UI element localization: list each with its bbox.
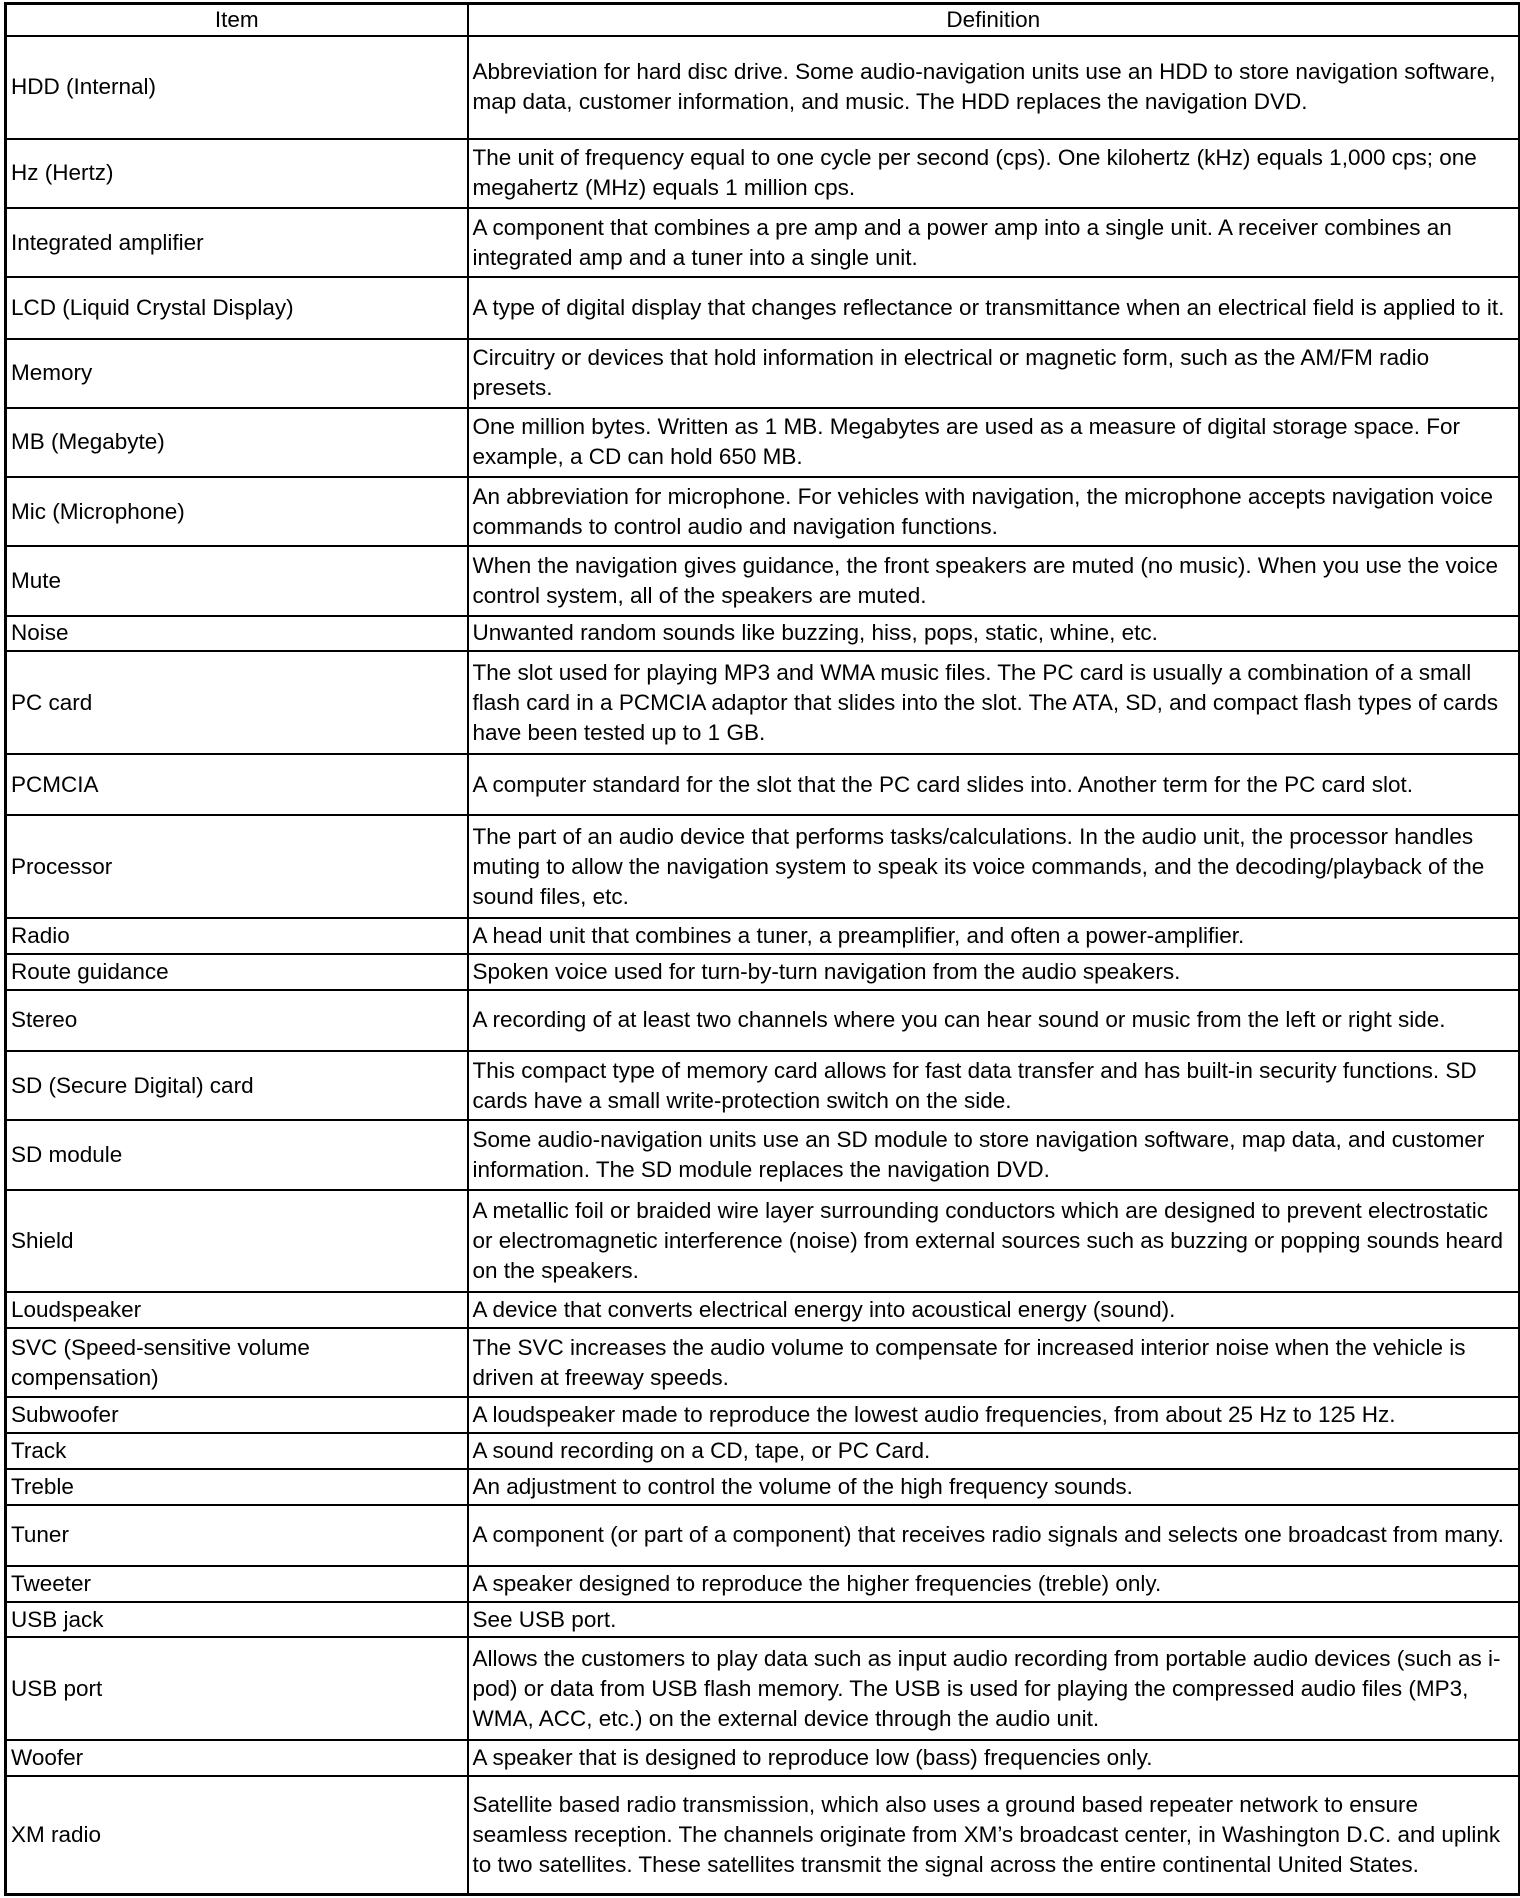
table-row	[6, 1566, 1520, 1602]
definition-cell: A type of digital display that changes reflectance or transmittance when an electrical field is applied to it.	[468, 277, 1520, 338]
item-cell: PC card	[6, 651, 468, 754]
definition-cell: An adjustment to control the volume of the high frequency sounds.	[468, 1469, 1520, 1505]
definition-cell: A loudspeaker made to reproduce the lowest audio frequencies, from about 25 Hz to 125 Hz.	[468, 1397, 1520, 1433]
definition-cell: The part of an audio device that performs tasks/calculations. In the audio unit, the processor handles muting to allow the navigation system to speak its voice commands, and the decoding/playback of the sound files, etc.	[468, 815, 1520, 918]
definition-cell: An abbreviation for microphone. For vehicles with navigation, the microphone accepts navigation voice commands to control audio and navigation functions.	[468, 477, 1520, 546]
table-row	[6, 954, 1520, 990]
item-cell: LCD (Liquid Crystal Display)	[6, 277, 468, 338]
item-cell: Treble	[6, 1469, 468, 1505]
item-cell: SD module	[6, 1120, 468, 1189]
item-cell: SVC (Speed-sensitive volume compensation)	[6, 1328, 468, 1397]
table-row	[6, 1328, 1520, 1397]
table-row	[6, 918, 1520, 954]
item-cell: Shield	[6, 1190, 468, 1293]
header-row	[6, 4, 1520, 37]
item-cell: Route guidance	[6, 954, 468, 990]
definition-cell: Abbreviation for hard disc drive. Some audio-navigation units use an HDD to store navigation software, map data, customer information, and music. The HDD replaces the navigation DVD.	[468, 36, 1520, 139]
item-cell: XM radio	[6, 1776, 468, 1895]
definition-cell: A speaker designed to reproduce the higher frequencies (treble) only.	[468, 1566, 1520, 1602]
item-cell: Stereo	[6, 990, 468, 1051]
item-cell: SD (Secure Digital) card	[6, 1051, 468, 1120]
definition-cell: See USB port.	[468, 1602, 1520, 1638]
table-row	[6, 277, 1520, 338]
definition-cell: The unit of frequency equal to one cycle per second (cps). One kilohertz (kHz) equals 1,000 cps; one megahertz (MHz) equals 1 million cps.	[468, 139, 1520, 208]
item-cell: Noise	[6, 616, 468, 652]
definition-cell: This compact type of memory card allows for fast data transfer and has built-in security functions. SD cards have a small write-protection switch on the side.	[468, 1051, 1520, 1120]
item-cell: Mic (Microphone)	[6, 477, 468, 546]
table-row	[6, 1292, 1520, 1328]
table-row	[6, 1120, 1520, 1189]
table-row	[6, 1776, 1520, 1895]
definition-cell: The SVC increases the audio volume to compensate for increased interior noise when the vehicle is driven at freeway speeds.	[468, 1328, 1520, 1397]
definition-cell: When the navigation gives guidance, the front speakers are muted (no music). When you use the voice control system, all of the speakers are muted.	[468, 546, 1520, 615]
table-row	[6, 139, 1520, 208]
item-cell: Tweeter	[6, 1566, 468, 1602]
definition-cell: A component (or part of a component) that receives radio signals and selects one broadcast from many.	[468, 1505, 1520, 1566]
table-row	[6, 1469, 1520, 1505]
item-cell: Mute	[6, 546, 468, 615]
item-column-header: Item	[6, 4, 468, 37]
item-cell: Tuner	[6, 1505, 468, 1566]
table-row	[6, 1505, 1520, 1566]
definition-cell: Spoken voice used for turn-by-turn navigation from the audio speakers.	[468, 954, 1520, 990]
definition-cell: One million bytes. Written as 1 MB. Megabytes are used as a measure of digital storage space. For example, a CD can hold 650 MB.	[468, 408, 1520, 477]
table-row	[6, 36, 1520, 139]
definition-cell: A component that combines a pre amp and a power amp into a single unit. A receiver combines an integrated amp and a tuner into a single unit.	[468, 208, 1520, 277]
item-cell: Processor	[6, 815, 468, 918]
definition-cell: A device that converts electrical energy into acoustical energy (sound).	[468, 1292, 1520, 1328]
table-row	[6, 1602, 1520, 1638]
definition-cell: A computer standard for the slot that the PC card slides into. Another term for the PC card slot.	[468, 754, 1520, 815]
glossary-table	[4, 2, 1520, 1896]
table-row	[6, 815, 1520, 918]
table-row	[6, 1740, 1520, 1776]
definition-cell: A metallic foil or braided wire layer surrounding conductors which are designed to prevent electrostatic or electromagnetic interference (noise) from external sources such as buzzing or popping sounds heard on the speakers.	[468, 1190, 1520, 1293]
table-row	[6, 754, 1520, 815]
item-cell: Memory	[6, 339, 468, 408]
item-cell: USB port	[6, 1637, 468, 1740]
item-cell: Track	[6, 1433, 468, 1469]
item-cell: PCMCIA	[6, 754, 468, 815]
table-row	[6, 1637, 1520, 1740]
table-row	[6, 651, 1520, 754]
table-header	[6, 4, 1520, 37]
table-row	[6, 1190, 1520, 1293]
item-cell: Subwoofer	[6, 1397, 468, 1433]
table-body	[6, 36, 1520, 1895]
definition-cell: Unwanted random sounds like buzzing, hiss, pops, static, whine, etc.	[468, 616, 1520, 652]
table-row	[6, 208, 1520, 277]
definition-cell: Some audio-navigation units use an SD module to store navigation software, map data, and customer information. The SD module replaces the navigation DVD.	[468, 1120, 1520, 1189]
item-cell: Integrated amplifier	[6, 208, 468, 277]
table-row	[6, 546, 1520, 615]
definition-cell: A sound recording on a CD, tape, or PC Card.	[468, 1433, 1520, 1469]
table-row	[6, 616, 1520, 652]
item-cell: Radio	[6, 918, 468, 954]
item-cell: HDD (Internal)	[6, 36, 468, 139]
item-cell: Woofer	[6, 1740, 468, 1776]
item-cell: USB jack	[6, 1602, 468, 1638]
table-row	[6, 1397, 1520, 1433]
item-cell: Loudspeaker	[6, 1292, 468, 1328]
definition-cell: Circuitry or devices that hold information in electrical or magnetic form, such as the AM/FM radio presets.	[468, 339, 1520, 408]
table-row	[6, 1433, 1520, 1469]
table-row	[6, 1051, 1520, 1120]
definition-cell: Satellite based radio transmission, which also uses a ground based repeater network to ensure seamless reception. The channels originate from XM’s broadcast center, in Washington D.C. and uplink to two satellites. These satellites transmit the signal across the entire continental United States.	[468, 1776, 1520, 1895]
definition-cell: A recording of at least two channels where you can hear sound or music from the left or right side.	[468, 990, 1520, 1051]
item-cell: Hz (Hertz)	[6, 139, 468, 208]
definition-cell: Allows the customers to play data such as input audio recording from portable audio devices (such as i-pod) or data from USB flash memory. The USB is used for playing the compressed audio files (MP3, WMA, ACC, etc.) on the external device through the audio unit.	[468, 1637, 1520, 1740]
table-row	[6, 339, 1520, 408]
definition-cell: A head unit that combines a tuner, a preamplifier, and often a power-amplifier.	[468, 918, 1520, 954]
definition-column-header: Definition	[468, 4, 1520, 37]
table-row	[6, 408, 1520, 477]
definition-cell: The slot used for playing MP3 and WMA music files. The PC card is usually a combination of a small flash card in a PCMCIA adaptor that slides into the slot. The ATA, SD, and compact flash types of cards have been tested up to 1 GB.	[468, 651, 1520, 754]
table-row	[6, 477, 1520, 546]
item-cell: MB (Megabyte)	[6, 408, 468, 477]
definition-cell: A speaker that is designed to reproduce low (bass) frequencies only.	[468, 1740, 1520, 1776]
table-row	[6, 990, 1520, 1051]
